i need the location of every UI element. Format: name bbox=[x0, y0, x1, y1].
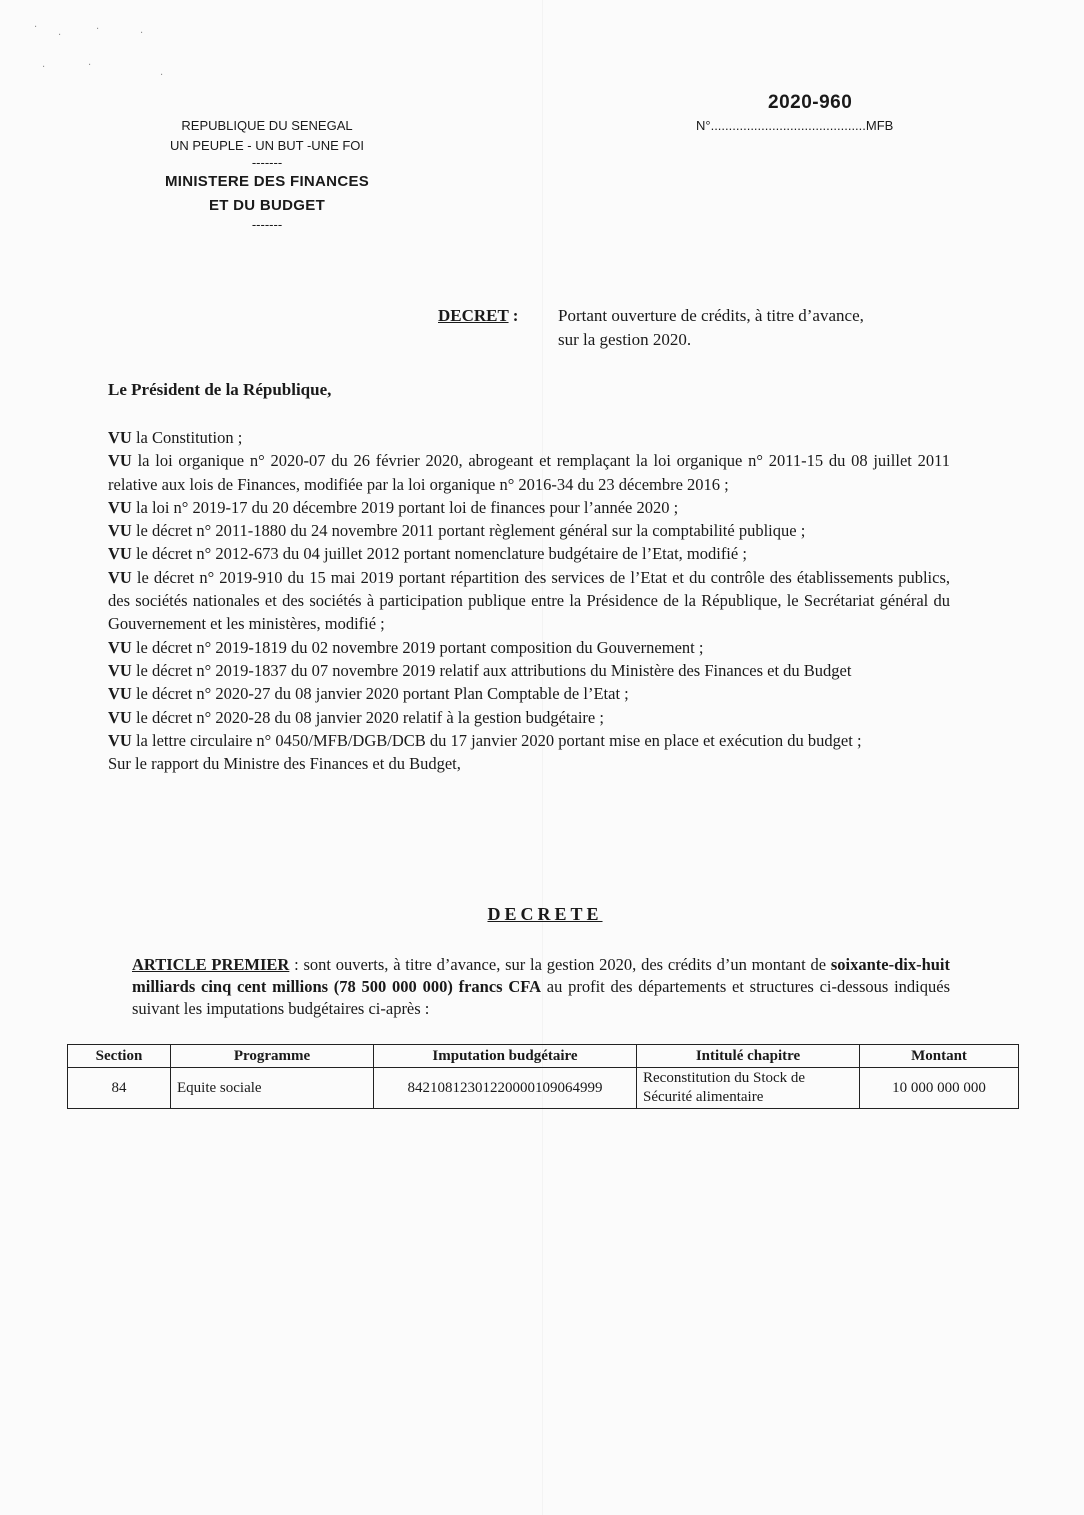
table-header-row bbox=[68, 1045, 1019, 1068]
visa-paragraph bbox=[108, 519, 950, 542]
article-text-part1: : sont ouverts, à titre d’avance, sur la gestion 2020, des crédits d’un montant de bbox=[289, 955, 831, 974]
budget-table bbox=[67, 1044, 1019, 1109]
vu-label: VU bbox=[108, 684, 132, 704]
visa-text: le décret n° 2019-1837 du 07 novembre 2019 relatif aux attributions du Ministère des Finances et du Budget bbox=[131, 660, 852, 680]
cell-imputation: 84210812301220000109064999 bbox=[374, 1068, 637, 1109]
vu-label: VU bbox=[108, 428, 132, 447]
visas-block bbox=[108, 426, 950, 775]
visa-text: le décret n° 2011-1880 du 24 novembre 2011 portant règlement général sur la comptabilité publique ; bbox=[131, 521, 806, 541]
decree-colon: : bbox=[508, 306, 519, 325]
rapport-line: Sur le rapport du Ministre des Finances et du Budget, bbox=[108, 754, 461, 774]
cell-montant: 10 000 000 000 bbox=[860, 1068, 1019, 1109]
visa-paragraph bbox=[108, 682, 950, 705]
decrete-title-text: DECRETE bbox=[487, 904, 603, 924]
decrete-title bbox=[0, 904, 1084, 925]
visa-paragraph bbox=[108, 636, 950, 659]
decree-object bbox=[438, 304, 864, 349]
vu-label: VU bbox=[108, 544, 132, 564]
column-header-montant: Montant bbox=[860, 1045, 1019, 1068]
scan-speck: · bbox=[160, 70, 164, 81]
visa-text: le décret n° 2020-28 du 08 janvier 2020 relatif à la gestion budgétaire ; bbox=[131, 707, 604, 727]
scan-speck: · bbox=[96, 24, 100, 35]
president-heading: Le Président de la République, bbox=[108, 380, 332, 399]
column-header-chapitre: Intitulé chapitre bbox=[637, 1045, 860, 1068]
decree-object-line2: sur la gestion 2020. bbox=[558, 330, 692, 349]
column-header-programme: Programme bbox=[171, 1045, 374, 1068]
scan-speck: · bbox=[42, 62, 46, 73]
cell-chapitre-line2: Sécurité alimentaire bbox=[643, 1089, 764, 1105]
vu-label: VU bbox=[108, 730, 132, 750]
visa-text: la loi n° 2019-17 du 20 décembre 2019 portant loi de finances pour l’année 2020 ; bbox=[131, 497, 679, 517]
decree-label: DECRET bbox=[438, 306, 509, 325]
decree-number: 2020-960 bbox=[768, 92, 853, 113]
scan-speck: · bbox=[140, 28, 144, 39]
vu-label: VU bbox=[108, 451, 132, 471]
ministry-name-line1: MINISTERE DES FINANCES bbox=[164, 173, 370, 190]
table-row bbox=[68, 1068, 1019, 1109]
vu-label: VU bbox=[108, 637, 132, 657]
cell-chapitre bbox=[637, 1068, 860, 1109]
column-header-imputation: Imputation budgétaire bbox=[374, 1045, 637, 1068]
ministry-name-line2: ET DU BUDGET bbox=[208, 197, 326, 214]
visa-paragraph bbox=[108, 566, 950, 636]
header-left bbox=[132, 116, 402, 232]
visa-text: le décret n° 2019-910 du 15 mai 2019 portant répartition des services de l’Etat et du contrôle des établissements publics, des sociétés nationales et des sociétés à participation publique entre la Présidence de la République, le Secrétariat général du Gouvernement et les ministères, modifié ; bbox=[108, 567, 950, 634]
republic-name: REPUBLIQUE DU SENEGAL bbox=[181, 118, 353, 133]
cell-chapitre-line1: Reconstitution du Stock de bbox=[643, 1070, 806, 1086]
visa-paragraph bbox=[108, 729, 950, 752]
article-text-part2: au profit des départements et structures ci-dessous indiqués suivant les imputations budgétaires ci-après : bbox=[132, 977, 950, 1018]
decree-number-line: N°...........................................MFB bbox=[696, 118, 894, 133]
column-header-section: Section bbox=[68, 1045, 171, 1068]
visa-text: le décret n° 2020-27 du 08 janvier 2020 portant Plan Comptable de l’Etat ; bbox=[131, 684, 629, 704]
visa-text: le décret n° 2012-673 du 04 juillet 2012 portant nomenclature budgétaire de l’Etat, modifié ; bbox=[131, 544, 747, 564]
scan-speck: · bbox=[58, 30, 62, 41]
visa-paragraph bbox=[108, 659, 950, 682]
scan-speck: · bbox=[34, 22, 38, 33]
separator: ------- bbox=[251, 155, 283, 170]
visa-paragraph bbox=[108, 706, 950, 729]
cell-programme: Equite sociale bbox=[171, 1068, 374, 1109]
separator: ------- bbox=[251, 217, 283, 232]
article-label: ARTICLE PREMIER bbox=[132, 955, 290, 974]
decree-object-line1: Portant ouverture de crédits, à titre d’avance, bbox=[558, 306, 864, 325]
vu-label: VU bbox=[108, 521, 132, 541]
article-amount-words: soixante-dix-huit milliards cinq cent millions (78 500 000 000) francs CFA bbox=[132, 955, 951, 996]
visa-text: la Constitution ; bbox=[131, 428, 243, 447]
visa-text: le décret n° 2019-1819 du 02 novembre 2019 portant composition du Gouvernement ; bbox=[131, 637, 704, 657]
visa-paragraph bbox=[108, 449, 950, 496]
vu-label: VU bbox=[108, 707, 132, 727]
visa-text: la loi organique n° 2020-07 du 26 février 2020, abrogeant et remplaçant la loi organique n° 2011-15 du 08 juillet 2011 relative aux lois de Finances, modifiée par la loi organique n° 2016-34 du 23 décembre 2016 ; bbox=[108, 451, 950, 494]
vu-label: VU bbox=[108, 660, 132, 680]
cell-section: 84 bbox=[68, 1068, 171, 1109]
decree-object-text bbox=[558, 304, 978, 352]
visa-paragraph bbox=[108, 426, 950, 449]
vu-label: VU bbox=[108, 497, 132, 517]
visa-text: la lettre circulaire n° 0450/MFB/DGB/DCB du 17 janvier 2020 portant mise en place et exécution du budget ; bbox=[131, 730, 862, 750]
visa-paragraph bbox=[108, 496, 950, 519]
national-motto: UN PEUPLE - UN BUT -UNE FOI bbox=[169, 138, 365, 153]
vu-label: VU bbox=[108, 567, 132, 587]
article-premier bbox=[132, 954, 950, 1020]
visa-paragraph bbox=[108, 542, 950, 565]
scan-speck: · bbox=[88, 60, 92, 71]
